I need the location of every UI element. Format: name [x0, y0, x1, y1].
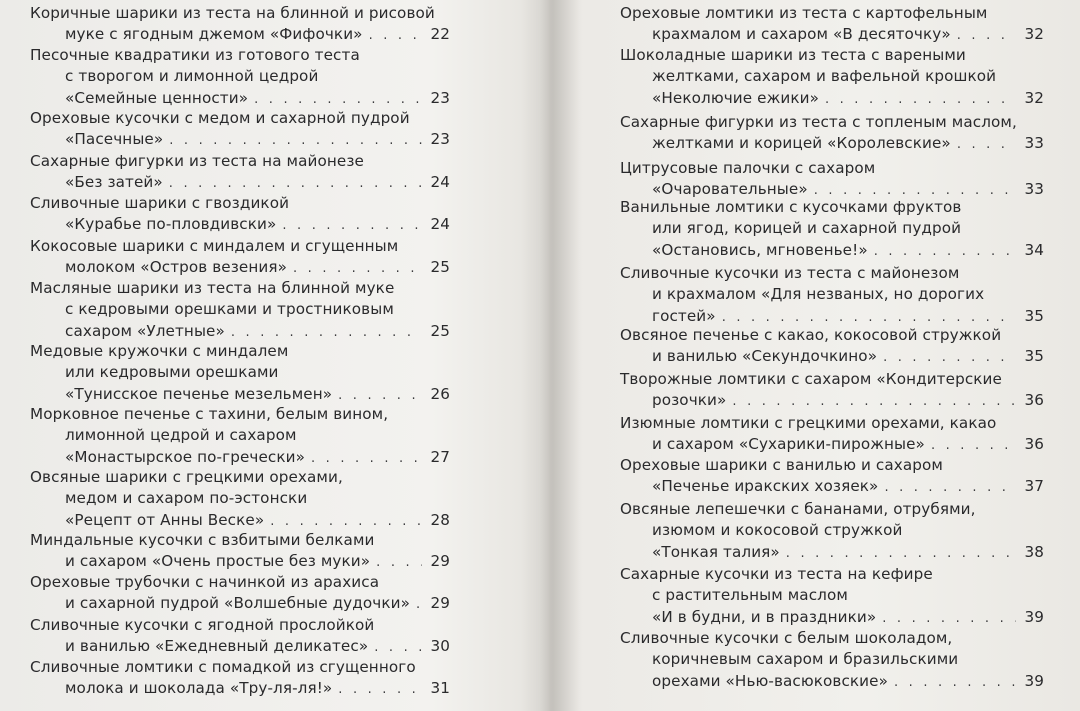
- toc-entry-line: [30, 24, 450, 45]
- toc-entry[interactable]: [620, 112, 1044, 155]
- toc-entry-line: [30, 530, 450, 551]
- toc-entry[interactable]: [620, 564, 1044, 628]
- toc-entry-text: «Печенье иракских хозяек»: [652, 477, 879, 496]
- toc-entry-text: молоком «Остров везения»: [65, 258, 287, 277]
- dot-leader: [825, 89, 1016, 110]
- toc-entry-text: Морковное печенье с тахини, белым вином,: [30, 405, 389, 423]
- toc-entry-text: Сахарные кусочки из теста на кефире: [620, 565, 933, 583]
- toc-entry-text: Творожные ломтики с сахаром «Кондитерские: [620, 370, 1002, 388]
- toc-entry-line: [620, 263, 1044, 284]
- page-number: 39: [1024, 671, 1044, 690]
- dot-leader: [169, 173, 422, 194]
- toc-entry-text: Масляные шарики из теста на блинной муке: [30, 279, 395, 297]
- toc-entry[interactable]: [30, 3, 450, 46]
- toc-entry-line: [620, 3, 1044, 24]
- toc-entry-line: [30, 278, 450, 299]
- toc-entry-text: Овсяные шарики с грецкими орехами,: [30, 468, 343, 486]
- toc-entry-text: Сахарные фигурки из теста на майонезе: [30, 152, 364, 170]
- dot-leader: [270, 511, 422, 532]
- toc-entry-line: [620, 240, 1044, 261]
- page-number: 22: [430, 25, 450, 44]
- toc-entry-text: лимонной цедрой и сахаром: [65, 426, 297, 445]
- toc-entry-line: [620, 306, 1044, 327]
- toc-entry-text: «Семейные ценности»: [65, 88, 249, 107]
- toc-entry-line: [620, 476, 1044, 497]
- toc-entry[interactable]: [30, 572, 450, 615]
- toc-entry-text: Овсяное печенье с какао, кокосовой стружкой: [620, 326, 1002, 344]
- toc-entry-text: с творогом и лимонной цедрой: [65, 67, 319, 86]
- toc-entry-line: [30, 257, 450, 278]
- toc-entry-text: муке с ягодным джемом «Фифочки»: [65, 25, 363, 44]
- toc-entry[interactable]: [30, 404, 450, 468]
- toc-entry-line: [30, 551, 450, 572]
- dot-leader: [874, 241, 1016, 262]
- toc-entry[interactable]: [620, 413, 1044, 456]
- toc-entry-line: [620, 218, 1044, 239]
- toc-entry[interactable]: [30, 151, 450, 194]
- toc-entry-line: [30, 88, 450, 109]
- toc-entry-text: или ягод, корицей и сахарной пудрой: [652, 219, 962, 238]
- toc-entry-text: и ванилью «Ежедневный деликатес»: [65, 637, 369, 656]
- toc-entry-line: [620, 45, 1044, 66]
- toc-entry[interactable]: [30, 108, 450, 151]
- toc-entry-line: [30, 172, 450, 193]
- toc-entry-line: [30, 510, 450, 531]
- toc-entry-text: Ванильные ломтики с кусочками фруктов: [620, 198, 962, 216]
- toc-entry-line: [30, 384, 450, 405]
- toc-entry-text: и крахмалом «Для незваных, но дорогих: [652, 285, 985, 304]
- toc-entry-line: [30, 3, 450, 24]
- toc-entry-line: [30, 488, 450, 509]
- page-number: 32: [1024, 88, 1044, 107]
- page-number: 26: [430, 384, 450, 403]
- page-number: 29: [430, 594, 450, 613]
- toc-entry-text: Цитрусовые палочки с сахаром: [620, 159, 876, 177]
- toc-entry-line: [30, 447, 450, 468]
- toc-entry-text: коричневым сахаром и бразильскими: [652, 650, 959, 669]
- toc-entry-line: [620, 542, 1044, 563]
- toc-entry-line: [30, 572, 450, 593]
- dot-leader: [338, 679, 422, 700]
- toc-entry-line: [30, 362, 450, 383]
- toc-entry-line: [620, 197, 1044, 218]
- toc-entry[interactable]: [620, 369, 1044, 412]
- toc-entry-line: [30, 341, 450, 362]
- toc-entry-line: [30, 636, 450, 657]
- toc-entry-text: и сахарной пудрой «Волшебные дудочки»: [65, 594, 410, 613]
- toc-entry-text: желтками, сахаром и вафельной крошкой: [652, 67, 997, 86]
- toc-entry[interactable]: [620, 197, 1044, 261]
- toc-entry[interactable]: [30, 45, 450, 109]
- toc-entry-text: гостей»: [652, 306, 716, 325]
- dot-leader: [338, 385, 422, 406]
- toc-entry-line: [620, 66, 1044, 87]
- toc-entry-line: [30, 404, 450, 425]
- toc-entry-line: [620, 112, 1044, 133]
- toc-entry-text: изюмом и кокосовой стружкой: [652, 521, 903, 540]
- toc-entry-text: Ореховые трубочки с начинкой из арахиса: [30, 573, 380, 591]
- page-number: 30: [430, 637, 450, 656]
- toc-entry-text: Песочные квадратики из готового теста: [30, 46, 360, 64]
- toc-entry-text: «Очаровательные»: [652, 180, 808, 199]
- page-number: 24: [430, 173, 450, 192]
- dot-leader: [931, 435, 1016, 456]
- toc-entry[interactable]: [620, 455, 1044, 498]
- toc-entry-line: [620, 346, 1044, 367]
- toc-entry-line: [30, 678, 450, 699]
- toc-entry-text: и сахаром «Очень простые без муки»: [65, 552, 371, 571]
- dot-leader: [369, 25, 422, 46]
- page-number: 36: [1024, 435, 1044, 454]
- dot-leader: [882, 608, 1016, 629]
- toc-entry-text: «Монастырское по-гречески»: [65, 447, 306, 466]
- toc-entry-text: Сахарные фигурки из теста с топленым маслом,: [620, 113, 1017, 131]
- toc-entry-text: и ванилью «Секундочкино»: [652, 347, 878, 366]
- toc-entry-line: [30, 615, 450, 636]
- dot-leader: [416, 594, 422, 615]
- page-number: 25: [430, 321, 450, 340]
- page-number: 27: [430, 447, 450, 466]
- toc-entry-text: «Без затей»: [65, 173, 163, 192]
- toc-entry[interactable]: [30, 530, 450, 573]
- dot-leader: [894, 672, 1016, 693]
- toc-entry-text: Ореховые кусочки с медом и сахарной пудрой: [30, 109, 410, 127]
- toc-entry-text: молока и шоколада «Тру-ля-ля!»: [65, 679, 333, 698]
- toc-entry-line: [620, 88, 1044, 109]
- toc-entry-line: [620, 325, 1044, 346]
- toc-entry-text: «Остановись, мгновенье!»: [652, 240, 868, 259]
- toc-entry[interactable]: [30, 615, 450, 658]
- toc-entry-line: [620, 434, 1044, 455]
- page-number: 39: [1024, 607, 1044, 626]
- page-number: 35: [1024, 306, 1044, 325]
- dot-leader: [957, 134, 1016, 155]
- toc-entry-line: [30, 45, 450, 66]
- page-number: 34: [1024, 240, 1044, 259]
- page-number: 32: [1024, 25, 1044, 44]
- toc-entry-line: [620, 413, 1044, 434]
- toc-entry-text: Сливочные кусочки с белым шоколадом,: [620, 629, 953, 647]
- toc-entry-line: [620, 585, 1044, 606]
- toc-entry-line: [30, 593, 450, 614]
- dot-leader: [884, 477, 1016, 498]
- toc-entry-text: Ореховые ломтики из теста с картофельным: [620, 4, 988, 22]
- dot-leader: [376, 552, 422, 573]
- toc-entry[interactable]: [30, 193, 450, 236]
- page-number: 23: [430, 130, 450, 149]
- dot-leader: [786, 543, 1016, 564]
- toc-entry-line: [30, 193, 450, 214]
- toc-entry-text: «Неколючие ежики»: [652, 88, 819, 107]
- toc-entry-text: Сливочные ломтики с помадкой из сгущенного: [30, 658, 416, 676]
- toc-entry-line: [620, 133, 1044, 154]
- toc-entry-line: [620, 158, 1044, 179]
- dot-leader: [282, 215, 422, 236]
- toc-entry-line: [30, 657, 450, 678]
- dot-leader: [374, 637, 422, 658]
- toc-entry-text: «Курабье по-пловдивски»: [65, 215, 277, 234]
- toc-entry-line: [620, 455, 1044, 476]
- page-number: 25: [430, 258, 450, 277]
- toc-entry-text: и сахаром «Сухарики-пирожные»: [652, 435, 925, 454]
- toc-entry-line: [620, 390, 1044, 411]
- toc-entry[interactable]: [620, 628, 1044, 692]
- dot-leader: [732, 391, 1016, 412]
- toc-entry-text: Кокосовые шарики с миндалем и сгущенным: [30, 237, 399, 255]
- toc-entry-line: [620, 284, 1044, 305]
- toc-entry-line: [30, 214, 450, 235]
- toc-entry-text: крахмалом и сахаром «В десяточку»: [652, 25, 951, 44]
- toc-entry-line: [30, 66, 450, 87]
- toc-entry-text: Ореховые шарики с ванилью и сахаром: [620, 456, 943, 474]
- toc-entry-line: [30, 129, 450, 150]
- toc-entry-line: [620, 520, 1044, 541]
- toc-entry-text: медом и сахаром по-эстонски: [65, 489, 308, 508]
- toc-entry-text: орехами «Нью-васюковские»: [652, 671, 888, 690]
- dot-leader: [169, 130, 422, 151]
- toc-entry-text: Овсяные лепешечки с бананами, отрубями,: [620, 500, 976, 518]
- toc-entry-line: [620, 369, 1044, 390]
- toc-entry-text: Миндальные кусочки с взбитыми белками: [30, 531, 375, 549]
- page-number: 35: [1024, 347, 1044, 366]
- toc-entry-line: [620, 24, 1044, 45]
- page-number: 24: [430, 215, 450, 234]
- toc-entry-line: [620, 671, 1044, 692]
- toc-entry-line: [30, 151, 450, 172]
- toc-entry-line: [620, 607, 1044, 628]
- toc-entry-text: или кедровыми орешками: [65, 363, 279, 382]
- toc-entry-text: Шоколадные шарики из теста с вареными: [620, 46, 966, 64]
- page-number: 29: [430, 552, 450, 571]
- toc-entry-line: [30, 299, 450, 320]
- page-number: 28: [430, 510, 450, 529]
- toc-entry-text: Коричные шарики из теста на блинной и рисовой: [30, 4, 435, 22]
- toc-entry-text: Сливочные шарики с гвоздикой: [30, 194, 290, 212]
- page-number: 33: [1024, 180, 1044, 199]
- toc-entry[interactable]: [30, 657, 450, 700]
- toc-entry-text: Сливочные кусочки из теста с майонезом: [620, 264, 960, 282]
- toc-entry-line: [620, 499, 1044, 520]
- dot-leader: [254, 89, 422, 110]
- toc-entry-line: [620, 564, 1044, 585]
- toc-entry-text: «Тонкая талия»: [652, 542, 780, 561]
- toc-entry-line: [30, 425, 450, 446]
- toc-entry[interactable]: [30, 467, 450, 531]
- toc-entry-line: [30, 108, 450, 129]
- toc-entry[interactable]: [30, 278, 450, 342]
- toc-entry[interactable]: [620, 263, 1044, 327]
- toc-entry-text: «Рецепт от Анны Веске»: [65, 510, 265, 529]
- right-page: [540, 0, 1080, 711]
- toc-entry-text: с кедровыми орешками и тростниковым: [65, 300, 394, 319]
- dot-leader: [293, 258, 422, 279]
- toc-entry-line: [30, 467, 450, 488]
- toc-entry-text: «Тунисское печенье мезельмен»: [65, 384, 333, 403]
- toc-entry-text: желтками и корицей «Королевские»: [652, 134, 951, 153]
- toc-entry-line: [30, 321, 450, 342]
- toc-entry-text: Изюмные ломтики с грецкими орехами, какао: [620, 414, 997, 432]
- toc-entry-text: Сливочные кусочки с ягодной прослойкой: [30, 616, 375, 634]
- dot-leader: [883, 347, 1016, 368]
- toc-entry[interactable]: [620, 325, 1044, 368]
- toc-entry-line: [620, 649, 1044, 670]
- page-number: 37: [1024, 477, 1044, 496]
- toc-entry-text: сахаром «Улетные»: [65, 321, 225, 340]
- toc-entry-text: с растительным маслом: [652, 586, 848, 605]
- toc-entry-text: «Пасечные»: [65, 130, 164, 149]
- page-number: 23: [430, 88, 450, 107]
- toc-entry-text: Медовые кружочки с миндалем: [30, 342, 289, 360]
- dot-leader: [957, 25, 1016, 46]
- toc-entry[interactable]: [620, 45, 1044, 109]
- page-number: 33: [1024, 134, 1044, 153]
- toc-entry-text: розочки»: [652, 391, 727, 410]
- page-number: 36: [1024, 391, 1044, 410]
- toc-entry-text: «И в будни, и в праздники»: [652, 607, 877, 626]
- page-number: 31: [430, 679, 450, 698]
- toc-entry[interactable]: [620, 3, 1044, 46]
- toc-entry[interactable]: [620, 158, 1044, 201]
- dot-leader: [311, 448, 422, 469]
- toc-entry[interactable]: [620, 499, 1044, 563]
- toc-entry[interactable]: [30, 341, 450, 405]
- toc-entry-line: [620, 628, 1044, 649]
- dot-leader: [231, 322, 422, 343]
- toc-entry[interactable]: [30, 236, 450, 279]
- page-number: 38: [1024, 542, 1044, 561]
- toc-entry-line: [30, 236, 450, 257]
